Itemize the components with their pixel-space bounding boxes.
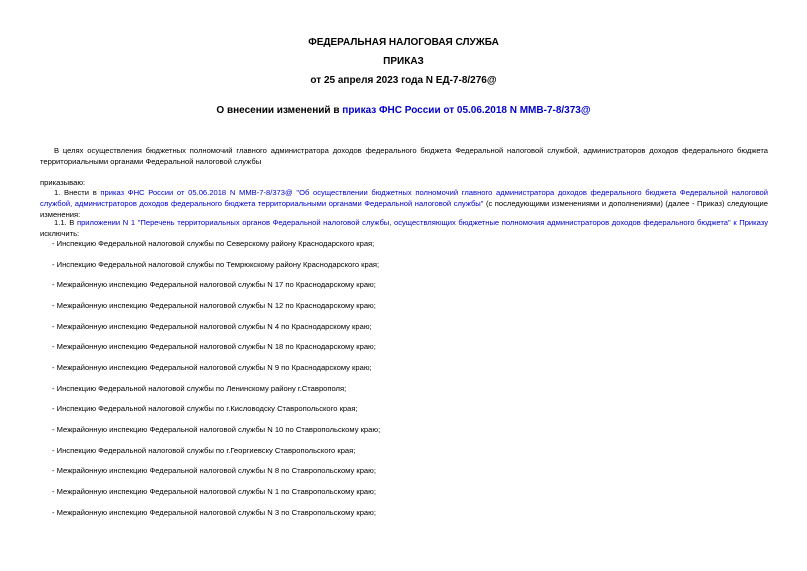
point-1-prefix: 1. Внести в: [54, 188, 101, 197]
list-item: - Межрайонную инспекцию Федеральной налоговой службы N 12 по Краснодарскому краю;: [52, 301, 376, 310]
list-item: - Межрайонную инспекцию Федеральной налоговой службы N 4 по Краснодарскому краю;: [52, 322, 372, 331]
point-1-suffix: (с последующими изменениями и дополнениями) (далее - Приказ) следующие изменения:: [40, 199, 768, 219]
doc-type-heading: ПРИКАЗ: [383, 56, 424, 67]
doc-title-link[interactable]: приказ ФНС России от 05.06.2018 N ММВ-7-8/373@: [342, 105, 591, 116]
preamble-paragraph: В целях осуществления бюджетных полномочий главного администратора доходов федерального бюджета Федеральной налоговой службой, администраторов доходов федерального бюджета территориальными органами Федеральной налоговой службы: [40, 146, 768, 166]
list-item: - Межрайонную инспекцию Федеральной налоговой службы N 8 по Ставропольскому краю;: [52, 466, 376, 475]
list-item: - Межрайонную инспекцию Федеральной налоговой службы N 17 по Краснодарскому краю;: [52, 280, 376, 289]
doc-title-prefix: О внесении изменений в: [216, 105, 343, 116]
list-item: - Межрайонную инспекцию Федеральной налоговой службы N 9 по Краснодарскому краю;: [52, 363, 372, 372]
list-item: - Инспекцию Федеральной налоговой службы по г.Георгиевску Ставропольского края;: [52, 446, 356, 455]
point-1-paragraph: [40, 187, 768, 220]
point-1-1-link[interactable]: приложении N 1 "Перечень территориальных органов Федеральной налоговой службы, осуществляющих бюджетные полномочия администраторов доходов федерального бюджета" к Приказу: [76, 218, 768, 227]
list-item: - Межрайонную инспекцию Федеральной налоговой службы N 18 по Краснодарскому краю;: [52, 342, 376, 351]
list-item: - Инспекцию Федеральной налоговой службы по г.Кисловодску Ставропольского края;: [52, 404, 358, 413]
point-1-1-prefix: 1.1. В: [54, 218, 77, 227]
list-item: - Инспекцию Федеральной налоговой службы по Ленинскому району г.Ставрополя;: [52, 384, 347, 393]
list-item: - Межрайонную инспекцию Федеральной налоговой службы N 3 по Ставропольскому краю;: [52, 508, 376, 517]
doc-title: [0, 105, 807, 116]
list-item: - Инспекцию Федеральной налоговой службы по Северскому району Краснодарского края;: [52, 239, 375, 248]
point-1-1-paragraph: [40, 217, 768, 239]
point-1-link[interactable]: приказ ФНС России от 05.06.2018 N ММВ-7-8/373@ "Об осуществлении бюджетных полномочий главного администратора доходов федерального бюджета Федеральной налоговой службой, администраторов доходов федерального бюджета территориальными органами Федеральной налоговой службы": [40, 188, 768, 208]
list-item: - Межрайонную инспекцию Федеральной налоговой службы N 10 по Ставропольскому краю;: [52, 425, 381, 434]
order-word: приказываю:: [40, 178, 86, 187]
agency-heading: ФЕДЕРАЛЬНАЯ НАЛОГОВАЯ СЛУЖБА: [308, 37, 499, 48]
list-item: - Межрайонную инспекцию Федеральной налоговой службы N 1 по Ставропольскому краю;: [52, 487, 376, 496]
list-item: - Инспекцию Федеральной налоговой службы по Темрюкскому району Краснодарского края;: [52, 260, 380, 269]
date-number-heading: от 25 апреля 2023 года N ЕД-7-8/276@: [310, 75, 497, 86]
point-1-1-suffix: исключить:: [40, 229, 80, 238]
